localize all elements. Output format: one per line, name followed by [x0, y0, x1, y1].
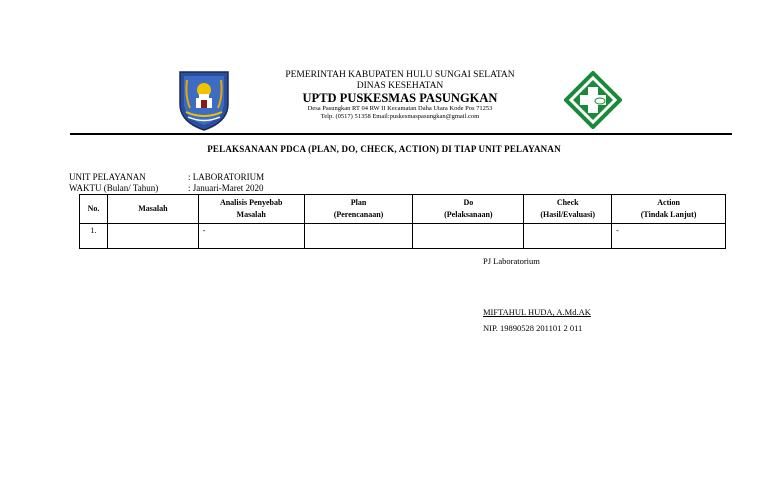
col-header-plan	[304, 195, 413, 224]
unit-value: : LABORATORIUM	[188, 172, 265, 182]
regency-emblem-icon	[178, 70, 230, 132]
time-label: WAKTU (Bulan/ Tahun)	[69, 183, 159, 193]
cell-analisis: -	[198, 224, 304, 249]
col-header-analisis-top: Analisis Penyebab	[219, 198, 283, 207]
pdca-table	[79, 194, 726, 249]
signature-role: PJ Laboratorium	[483, 256, 540, 266]
col-header-masalah	[107, 195, 198, 224]
col-header-check	[524, 195, 612, 224]
col-header-do	[413, 195, 524, 224]
health-cross-emblem-icon	[564, 71, 622, 129]
col-header-no-label: No.	[87, 204, 100, 213]
table-header-row	[80, 195, 726, 224]
header-department: DINAS KESEHATAN	[356, 81, 444, 91]
col-header-plan-bottom: (Perencanaan)	[333, 210, 384, 219]
table-row	[80, 224, 726, 249]
col-header-action-top: Action	[657, 198, 680, 207]
col-header-analisis-bottom: Masalah	[236, 210, 266, 219]
col-header-check-top: Check	[556, 198, 579, 207]
col-header-action	[612, 195, 726, 224]
col-header-plan-top: Plan	[350, 198, 367, 207]
col-header-do-top: Do	[463, 198, 474, 207]
unit-label: UNIT PELAYANAN	[69, 172, 146, 182]
col-header-do-bottom: (Pelaksanaan)	[444, 210, 493, 219]
signature-name: MIFTAHUL HUDA, A.Md.AK	[483, 307, 591, 317]
col-header-analisis	[198, 195, 304, 224]
col-header-no	[80, 195, 108, 224]
col-header-action-bottom: (Tindak Lanjut)	[640, 210, 697, 219]
cell-plan	[304, 224, 413, 249]
header-address: Desa Pasungkan RT 04 RW II Kecamatan Daha Utara Kode Pos 71253	[307, 105, 493, 112]
document-title: PELAKSANAAN PDCA (PLAN, DO, CHECK, ACTION) DI TIAP UNIT PELAYANAN	[207, 144, 561, 154]
header-institution: UPTD PUSKESMAS PASUNGKAN	[302, 91, 498, 105]
header-contact: Telp. (0517) 51358 Email:puskesmaspasungkan@gmail.com	[320, 113, 480, 120]
header-government: PEMERINTAH KABUPATEN HULU SUNGAI SELATAN	[285, 70, 515, 80]
cell-do	[413, 224, 524, 249]
cell-action: -	[612, 224, 726, 249]
col-header-masalah-label: Masalah	[138, 204, 168, 213]
time-value: : Januari-Maret 2020	[188, 183, 264, 193]
col-header-check-bottom: (Hasil/Evaluasi)	[540, 210, 596, 219]
signature-nip: NIP. 19890528 201101 2 011	[483, 323, 583, 333]
cell-check	[524, 224, 612, 249]
cell-no: 1.	[80, 224, 108, 249]
cell-masalah	[107, 224, 198, 249]
header-divider	[70, 133, 732, 135]
